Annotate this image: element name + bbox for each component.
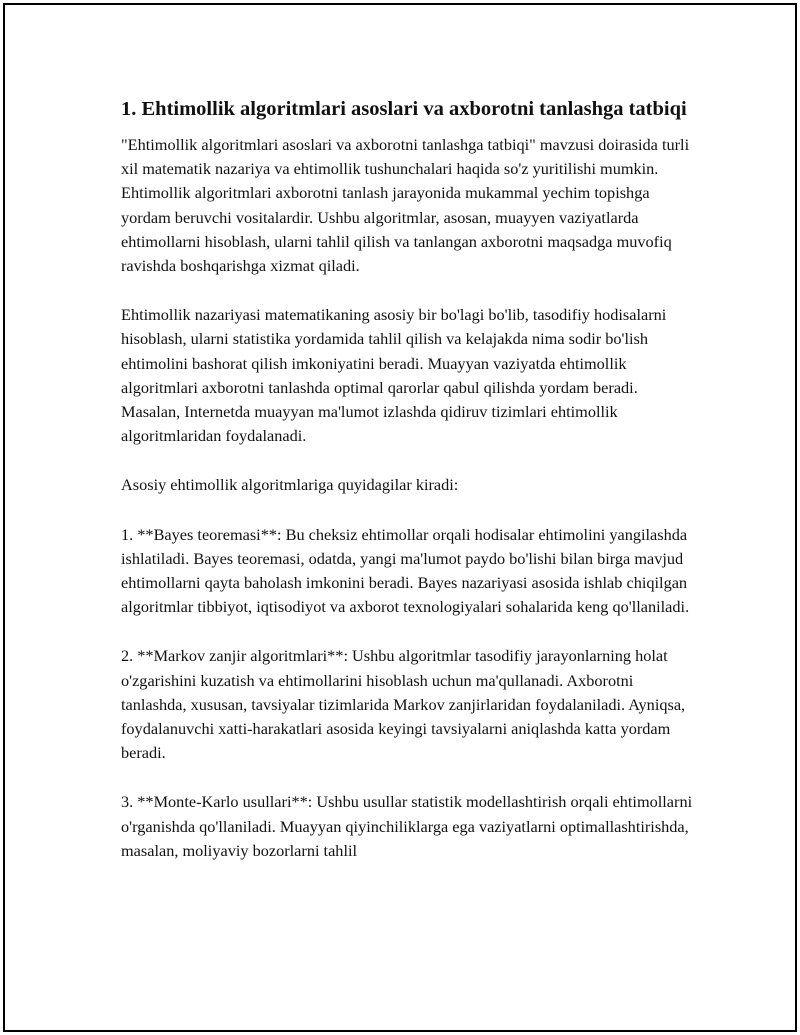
document-page (3, 3, 797, 1032)
paragraph-bayes: 1. **Bayes teoremasi**: Bu cheksiz ehtimollar orqali hodisalar ehtimolini yangilashda ishlatiladi. Bayes teoremasi, odatda, yangi ma'lumot paydo bo'lishi bilan birga mavjud ehtimollarni qayta baholash imkonini beradi. Bayes nazariyasi asosida ishlab chiqilgan algoritmlar tibbiyot, iqtisodiyot va axborot texnologiyalari sohalarida keng qo'llaniladi. (121, 524, 690, 617)
paragraph-list-intro: Asosiy ehtimollik algoritmlariga quyidagilar kiradi: (121, 475, 459, 495)
paragraph-markov: 2. **Markov zanjir algoritmlari**: Ushbu algoritmlar tasodifiy jarayonlarning holat o'zgarishini kuzatish va ehtimollarini hisoblash uchun ma'qullanadi. Axborotni tanlashda, xususan, tavsiyalar tizimlarida Markov zanjirlaridan foydalaniladi. Ayniqsa, foydalanuvchi xatti-harakatlari asosida keyingi tavsiyalarni aniqlashda katta yordam beradi. (121, 646, 686, 763)
paragraph-theory: Ehtimollik nazariyasi matematikaning asosiy bir bo'lagi bo'lib, tasodifiy hodisalarni hisoblash, ularni statistika yordamida tahlil qilish va kelajakda nima sodir bo'lish ehtimolini bashorat qilish imkoniyatini beradi. Muayyan vaziyatda ehtimollik algoritmlari axborotni tanlashda optimal qarorlar qabul qilishda yordam beradi. Masalan, Internetda muayyan ma'lumot izlashda qidiruv tizimlari ehtimollik algoritmlaridan foydalanadi. (121, 305, 667, 446)
document-title: 1. Ehtimollik algoritmlari asoslari va axborotni tanlashga tatbiqi (121, 98, 687, 120)
document-body (121, 96, 701, 888)
paragraph-intro: "Ehtimollik algoritmlari asoslari va axborotni tanlashga tatbiqi" mavzusi doirasida turli xil matematik nazariya va ehtimollik tushunchalari haqida so'z yuritilishi mumkin. Ehtimollik algoritmlari axborotni tanlash jarayonida mukammal yechim topishga yordam beruvchi vositalardir. Ushbu algoritmlar, asosan, muayyen vaziyatlarda ehtimollarni hisoblash, ularni tahlil qilish va tanlangan axborotni maqsadga muvofiq ravishda boshqarishga xizmat qiladi. (121, 135, 690, 276)
paragraph-monte-carlo: 3. **Monte-Karlo usullari**: Ushbu usullar statistik modellashtirish orqali ehtimollarni o'rganishda qo'llaniladi. Muayyan qiyinchiliklarga ega vaziyatlarni optimallashtirishda, masalan, moliyaviy bozorlarni tahlil (121, 792, 693, 860)
